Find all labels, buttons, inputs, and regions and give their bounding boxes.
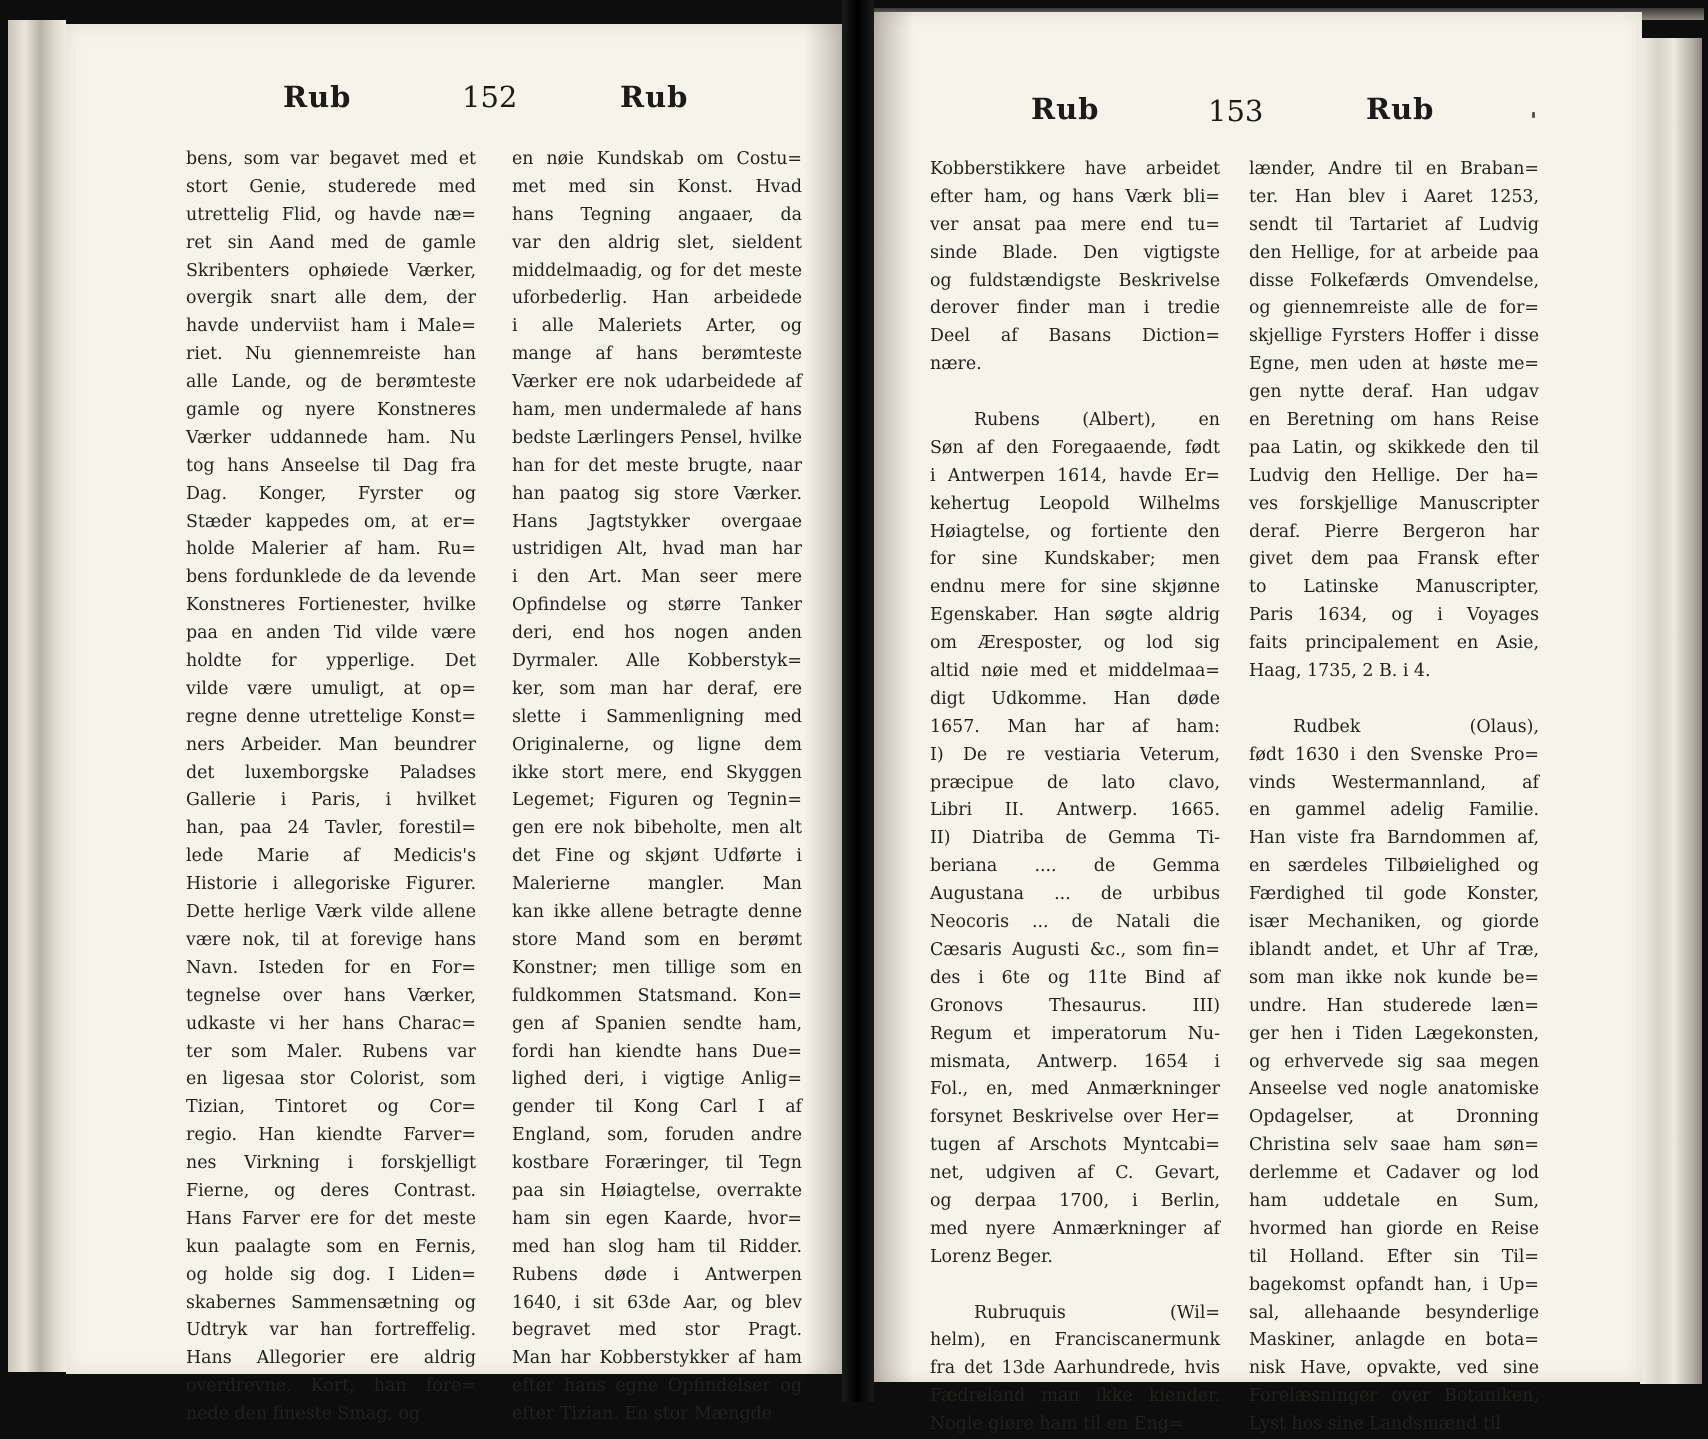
text-line: Kobberstikkere have arbeidet [930,159,1220,179]
text-line: sendt til Tartariet af Ludvig [1249,214,1539,235]
text-line: Dette herlige Værk vilde allene [186,902,476,923]
text-line: ham, men undermalede af hans [512,400,802,421]
left-gutter-shadow [804,24,842,1374]
text-line: til Holland. Efter sin Til= [1249,1246,1539,1267]
text-line: lænder, Andre til en Braban= [1249,159,1539,179]
text-line: holdte for ypperlige. Det [186,651,476,672]
text-line: om Æresposter, og lod sig [930,633,1220,654]
text-line: Rubens (Albert), en [974,410,1220,431]
text-line: regio. Han kiendte Farver= [186,1125,476,1146]
text-line: digt Udkomme. Han døde [930,688,1220,709]
text-line: Konstneres Fortienester, hvilke [186,595,476,616]
right-page [874,12,1642,1435]
text-line: en særdeles Tilbøielighed og [1249,856,1539,877]
text-line: Paris 1634, og i Voyages [1249,605,1539,626]
text-line: den Hellige, for at arbeide paa [1249,242,1539,263]
text-line: kostbare Foræringer, til Tegn [512,1153,802,1174]
text-line: bedste Lærlingers Pensel, hvilke [512,427,802,448]
right-page-number: 153 [1208,94,1264,128]
text-line: gen ere nok bibeholte, men alt [512,818,802,839]
text-line: var den aldrig slet, sieldent [512,232,802,253]
text-line: og giennemreiste alle de for= [1249,298,1539,319]
text-line: være nok, til at forevige hans [186,929,476,950]
text-line: paa sin Høiagtelse, overrakte [512,1180,802,1201]
text-line: Værker ere nok udarbeidede af [512,372,802,393]
text-line: 1657. Man har af ham: [930,716,1220,737]
text-line: iblandt andet, et Uhr af Træ, [1249,939,1539,960]
text-line: Lyst hos sine Landsmænd til [1249,1414,1502,1435]
text-line: udkaste vi her hans Charac= [186,1013,476,1034]
text-line: to Latinske Manuscripter, [1249,577,1539,598]
page-stack-right [1640,38,1702,1384]
left-running-head-right: Rub [620,80,689,114]
text-line: skjellige Fyrsters Hoffer i disse [1249,326,1539,347]
text-line: fordi han kiendte hans Due= [512,1041,802,1062]
text-line: Navn. Isteden for en For= [186,957,476,978]
text-line: Han viste fra Barndommen af, [1249,828,1539,849]
text-line: vilde være umuligt, at op= [186,678,476,699]
text-line: gen nytte deraf. Han udgav [1249,382,1539,403]
text-line: stort Genie, studerede med [186,176,476,197]
text-line: net, udgiven af C. Gevart, [930,1163,1220,1184]
text-line: og erhvervede sig saa megen [1249,1051,1539,1072]
text-line: store Mand som en berømt [512,929,802,950]
text-line: ker, som man har deraf, ere [512,678,802,699]
text-line: I) De re vestiaria Veterum, [930,744,1220,765]
text-line: des i 6te og 11te Bind af [930,967,1220,988]
text-line: beriana .... de Gemma [930,856,1220,877]
text-line: efter hans egne Opfindelser og [512,1376,802,1397]
text-line: en Beretning om hans Reise [1249,410,1539,431]
text-line: Færdighed til gode Konster, [1249,884,1539,905]
text-line: Hans Allegorier ere aldrig [186,1348,476,1369]
text-line: bens, som var begavet med et [186,149,476,169]
text-line: havde underviist ham i Male= [186,316,476,337]
text-line: Høiagtelse, og fortiente den [930,521,1220,542]
text-line: Egenskaber. Han søgte aldrig [930,605,1220,626]
right-running-head-left: Rub [1031,92,1100,126]
text-line: Dag. Konger, Fyrster og [186,483,476,504]
text-line: med nyere Anmærkninger af [930,1218,1220,1239]
text-line: Nogle giøre ham til en Eng= [930,1414,1184,1435]
text-line: Hans Jagtstykker overgaae [512,511,802,532]
text-line: en nøie Kundskab om Costu= [512,149,802,169]
text-line: for sine Kundskaber; men [930,549,1220,570]
book-spine [842,0,874,1402]
text-line: især Mechaniken, og giorde [1249,912,1539,933]
text-line: Cæsaris Augusti &c., som fin= [930,939,1220,960]
text-line: uforbederlig. Han arbeidede [512,288,802,309]
text-line: deraf. Pierre Bergeron har [1249,521,1539,542]
text-line: Man har Kobberstykker af ham [512,1348,802,1369]
text-line: og derpaa 1700, i Berlin, [930,1190,1220,1211]
text-line: ham sin egen Kaarde, hvor= [512,1208,802,1229]
text-line: han paatog sig store Værker. [512,483,802,504]
text-line: Skribenters ophøiede Værker, [186,260,476,281]
text-line: Haag, 1735, 2 B. i 4. [1249,661,1431,682]
text-line: lighed deri, i vigtige Anlig= [512,1069,802,1090]
text-line [930,1272,1220,1300]
text-line: Opfindelse og større Tanker [512,595,802,616]
text-line: i Antwerpen 1614, havde Er= [930,465,1220,486]
text-line: hans Tegning angaaer, da [512,204,802,225]
text-line: Hans Farver ere for det meste [186,1208,476,1229]
text-line: paa en anden Tid vilde være [186,623,476,644]
text-line: begravet med stor Pragt. [512,1320,802,1341]
text-line: Rubruquis (Wil= [974,1302,1220,1323]
left-page-number: 152 [462,80,518,114]
text-line: ves forskjellige Manuscripter [1249,493,1539,514]
text-line: ver ansat paa mere end tu= [930,214,1220,235]
text-line: derover finder man i tredie [930,298,1220,319]
text-line: kun paalagte som en Fernis, [186,1236,476,1257]
text-line: Lorenz Beger. [930,1246,1053,1267]
page-stack-left [8,20,66,1372]
text-line: lede Marie af Medicis's [186,846,476,867]
left-column-1 [186,146,476,1429]
text-line: skabernes Sammensætning og [186,1292,476,1313]
text-line: Dyrmaler. Alle Kobberstyk= [512,651,802,672]
text-line: gen af Spanien sendte ham, [512,1013,802,1034]
text-line: efter ham, og hans Værk bli= [930,186,1220,207]
text-line: Søn af den Foregaaende, født [930,437,1220,458]
text-line: Originalerne, og ligne dem [512,734,802,755]
text-line: en gammel adelig Familie. [1249,800,1539,821]
left-running-head-left: Rub [283,80,352,114]
text-line: Opdagelser, at Dronning [1249,1107,1539,1128]
text-line: gender til Kong Carl I af [512,1097,802,1118]
text-line: ham uddetale en Sum, [1249,1190,1539,1211]
text-line: tegnelse over hans Værker, [186,985,476,1006]
text-line: Libri II. Antwerp. 1665. [930,800,1220,821]
text-line: Fædreland man ikke kiender. [930,1386,1220,1407]
text-line: han, paa 24 Tavler, forestil= [186,818,476,839]
text-line: nede den fineste Smag, og [186,1404,420,1425]
text-line: Neocoris ... de Natali die [930,912,1220,933]
text-line: Egne, men uden at høste me= [1249,354,1539,375]
text-line: 1640, i sit 63de Aar, og blev [512,1292,802,1313]
text-line: bagekomst opfandt han, i Up= [1249,1274,1539,1295]
text-line: regne denne utrettelige Konst= [186,706,476,727]
text-line: nes Virkning i forskjelligt [186,1153,476,1174]
right-column-2 [1249,156,1539,1439]
text-line: fra det 13de Aarhundrede, hvis [930,1358,1220,1379]
text-line: hvormed han giorde en Reise [1249,1218,1539,1239]
text-line: i alle Maleriets Arter, og [512,316,802,337]
text-line: ners Arbeider. Man beundrer [186,734,476,755]
text-line: Rudbek (Olaus), [1293,716,1539,737]
text-line: met med sin Konst. Hvad [512,176,802,197]
text-line: middelmaadig, og for det meste [512,260,802,281]
text-line: alle Lande, og de berømteste [186,372,476,393]
text-line: Gronovs Thesaurus. III) [930,995,1220,1016]
text-line: en ligesaa stor Colorist, som [186,1069,476,1090]
text-line: Christina selv saae ham søn= [1249,1135,1539,1156]
text-line: som man ikke nok kunde be= [1249,967,1539,988]
text-line: ter. Han blev i Aaret 1253, [1249,186,1539,207]
text-line: disse Folkefærds Omvendelse, [1249,270,1539,291]
text-line: ret sin Aand med de gamle [186,232,476,253]
text-line: givet dem paa Fransk efter [1249,549,1539,570]
text-line: Regum et imperatorum Nu- [930,1023,1220,1044]
text-line: endnu mere for sine skjønne [930,577,1220,598]
text-line: Stæder kappedes om, at er= [186,511,476,532]
left-page [66,24,842,1425]
text-line: slette i Sammenligning med [512,706,802,727]
text-line: Fol., en, med Anmærkninger [930,1079,1220,1100]
text-line: holde Malerier af ham. Ru= [186,539,476,560]
text-line: Gallerie i Paris, i hvilket [186,790,476,811]
text-line: Maskiner, anlagde en bota= [1249,1330,1539,1351]
text-line: overdrevne. Kort, han fore= [186,1376,476,1397]
text-line: tog hans Anseelse til Dag fra [186,455,476,476]
text-line: riet. Nu giennemreiste han [186,344,476,365]
text-line: ikke stort mere, end Skyggen [512,762,802,783]
text-line: overgik snart alle dem, der [186,288,476,309]
text-line: Konstner; men tillige som en [512,957,802,978]
text-line: ustridigen Alt, hvad man har [512,539,802,560]
text-line: paa Latin, og skikkede den til [1249,437,1539,458]
text-line: deri, end hos nogen anden [512,623,802,644]
text-line [1249,686,1539,714]
text-line: faits principalement en Asie, [1249,633,1539,654]
text-line: ger hen i Tiden Lægekonsten, [1249,1023,1539,1044]
text-line: helm), en Franciscanermunk [930,1330,1220,1351]
text-line: Historie i allegoriske Figurer. [186,874,476,895]
text-line: tugen af Arschots Myntcabi= [930,1135,1220,1156]
right-gutter-shadow [874,12,914,1382]
text-line: kan ikke allene betragte denne [512,902,802,923]
text-line: Forelæsninger over Botaniken, [1249,1386,1539,1407]
text-line: utrettelig Flid, og havde næ= [186,204,476,225]
text-line: sinde Blade. Den vigtigste [930,242,1220,263]
text-line: nisk Have, opvakte, ved sine [1249,1358,1539,1379]
text-line: kehertug Leopold Wilhelms [930,493,1220,514]
text-line: sal, allehaande besynderlige [1249,1302,1539,1323]
page-speck [1532,112,1535,118]
text-line: altid nøie med et middelmaa= [930,661,1220,682]
right-column-1 [930,156,1220,1439]
text-line: mismata, Antwerp. 1654 i [930,1051,1220,1072]
text-line: født 1630 i den Svenske Pro= [1249,744,1539,765]
right-running-head-right: Rub [1366,92,1435,126]
text-line: og holde sig dog. I Liden= [186,1264,476,1285]
text-line: bens fordunklede de da levende [186,567,476,588]
text-line: Rubens døde i Antwerpen [512,1264,802,1285]
text-line: fuldkommen Statsmand. Kon= [512,985,802,1006]
text-line: og fuldstændigste Beskrivelse [930,270,1220,291]
text-line: det luxemborgske Paladses [186,762,476,783]
text-line: han for det meste brugte, naar [512,455,802,476]
text-line: det Fine og skjønt Udførte i [512,846,802,867]
text-line: derlemme et Cadaver og lod [1249,1163,1539,1184]
text-line: forsynet Beskrivelse over Her= [930,1107,1220,1128]
text-line: England, som, foruden andre [512,1125,802,1146]
text-line: Augustana ... de urbibus [930,884,1220,905]
text-line: Fierne, og deres Contrast. [186,1180,476,1201]
left-column-2 [512,146,802,1429]
text-line: Ludvig den Hellige. Der ha= [1249,465,1539,486]
text-line: gamle og nyere Konstneres [186,400,476,421]
text-line: præcipue de lato clavo, [930,772,1220,793]
text-line: Malerierne mangler. Man [512,874,802,895]
text-line: undre. Han studerede læn= [1249,995,1539,1016]
text-line: Udtryk var han fortreffelig. [186,1320,476,1341]
text-line: mange af hans berømteste [512,344,802,365]
text-line: med han slog ham til Ridder. [512,1236,802,1257]
text-line: ter som Maler. Rubens var [186,1041,476,1062]
text-line: Deel af Basans Diction= [930,326,1220,347]
text-line: i den Art. Man seer mere [512,567,802,588]
text-line: Tizian, Tintoret og Cor= [186,1097,476,1118]
text-line: Værker uddannede ham. Nu [186,427,476,448]
text-line [930,379,1220,407]
text-line: efter Tizian. En stor Mængde [512,1404,772,1425]
text-line: nære. [930,354,982,375]
text-line: Anseelse ved nogle anatomiske [1249,1079,1539,1100]
text-line: II) Diatriba de Gemma Ti- [930,828,1220,849]
text-line: Legemet; Figuren og Tegnin= [512,790,802,811]
text-line: vinds Westermannland, af [1249,772,1539,793]
